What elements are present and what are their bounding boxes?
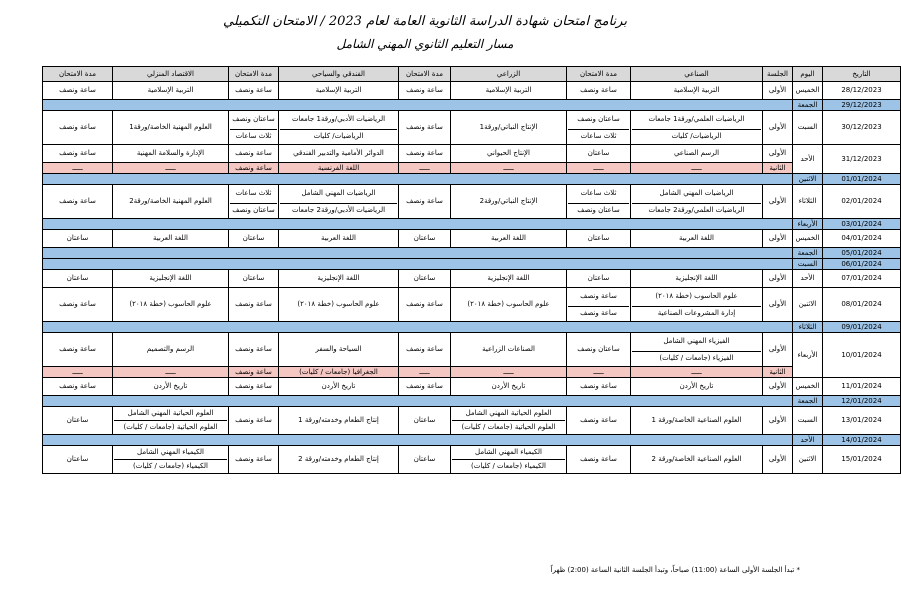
holiday-cell (43, 219, 793, 230)
exam-cell: ساعتان (43, 446, 113, 474)
column-header: الاقتصاد المنزلي (113, 67, 229, 82)
exam-cell: ساعتان (567, 145, 631, 163)
cell-line: العلوم الحياتية المهني الشامل (127, 409, 214, 417)
exam-cell: ساعة ونصف (399, 185, 451, 219)
date-cell: 10/01/2024 (823, 333, 901, 378)
column-header: التاريخ (823, 67, 901, 82)
exam-cell: اللغة الإنجليزية (113, 270, 229, 288)
holiday-cell (43, 174, 793, 185)
day-cell: الاثنين (793, 174, 823, 185)
table-row (43, 259, 901, 270)
cell-line: الكيمياء المهني الشامل (137, 448, 204, 456)
exam-cell: اللغة الفرنسية (279, 163, 399, 174)
exam-cell: علوم الحاسوب (خطة ٢٠١٨) (279, 288, 399, 322)
day-cell: الجمعة (793, 100, 823, 111)
session-cell: الأولى (763, 270, 793, 288)
cell-line: ثلاث ساعات (580, 188, 617, 197)
day-cell: السبت (793, 259, 823, 270)
exam-cell: ساعة ونصف (399, 333, 451, 367)
day-cell: الخميس (793, 230, 823, 248)
cell-line: الرياضيات/ كليات (632, 129, 761, 143)
exam-cell: ساعة ونصف (229, 407, 279, 435)
exam-cell: ساعة ونصف (43, 185, 113, 219)
exam-cell (567, 288, 631, 322)
exam-cell: ساعة ونصف (229, 367, 279, 378)
exam-cell: ساعتان (43, 230, 113, 248)
cell-line: العلوم الحياتية (جامعات / كليات) (452, 420, 565, 434)
exam-cell (113, 446, 229, 474)
exam-cell: ساعة ونصف (399, 288, 451, 322)
exam-cell: ساعة ونصف (229, 145, 279, 163)
exam-cell: ـــــ (631, 367, 763, 378)
day-cell: الخميس (793, 82, 823, 100)
holiday-cell (43, 248, 793, 259)
cell-line: الرياضيات/ كليات (280, 129, 397, 143)
table-row (43, 82, 901, 100)
exam-cell (631, 185, 763, 219)
exam-cell: العلوم الصناعية الخاصة/ورقة 1 (631, 407, 763, 435)
exam-cell: تاريخ الأردن (279, 378, 399, 396)
cell-line: الكيمياء المهني الشامل (475, 448, 542, 456)
date-cell: 07/01/2024 (823, 270, 901, 288)
day-cell: الخميس (793, 378, 823, 396)
exam-cell: ساعتان (399, 446, 451, 474)
exam-cell (631, 288, 763, 322)
cell-line: الرياضيات العلمي/ورقة2 جامعات (632, 203, 761, 217)
exam-cell: ـــــ (113, 367, 229, 378)
exam-cell: التربية الإسلامية (113, 82, 229, 100)
exam-cell: الإدارة والسلامة المهنية (113, 145, 229, 163)
table-row (43, 407, 901, 435)
session-cell: الأولى (763, 145, 793, 163)
exam-cell: العلوم المهنية الخاصة/ورقة1 (113, 111, 229, 145)
table-row (43, 174, 901, 185)
date-cell: 06/01/2024 (823, 259, 901, 270)
table-header-row (43, 67, 901, 82)
exam-cell: العلوم الصناعية الخاصة/ورقة 2 (631, 446, 763, 474)
exam-title: برنامج امتحان شهادة الدراسة الثانوية العامة لعام 2023 / الامتحان التكميلي (223, 14, 627, 29)
exam-cell: الجغرافيا (جامعات / كليات) (279, 367, 399, 378)
holiday-cell (43, 259, 793, 270)
session-cell: الأولى (763, 185, 793, 219)
cell-line: الرياضيات الأدبي/ورقة2 جامعات (280, 203, 397, 217)
day-cell: الجمعة (793, 396, 823, 407)
exam-cell: ساعة ونصف (43, 333, 113, 367)
exam-cell: ـــــ (567, 163, 631, 174)
table-row (43, 248, 901, 259)
table-row (43, 367, 901, 378)
holiday-cell (43, 100, 793, 111)
day-cell: الثلاثاء (793, 185, 823, 219)
cell-line: ساعتان ونصف (568, 203, 629, 217)
table-row (43, 145, 901, 163)
exam-cell: ساعتان (399, 407, 451, 435)
cell-line: الفيزياء المهني الشامل (663, 336, 730, 345)
exam-cell: ـــــ (451, 367, 567, 378)
session-cell: الأولى (763, 333, 793, 367)
day-cell: السبت (793, 407, 823, 435)
exam-cell: اللغة الإنجليزية (451, 270, 567, 288)
exam-cell: ساعتان ونصف (567, 333, 631, 367)
exam-cell (229, 111, 279, 145)
exam-cell: الدوائر الأمامية والتدبير الفندقي (279, 145, 399, 163)
exam-cell: ـــــ (567, 367, 631, 378)
table-row (43, 230, 901, 248)
exam-cell: اللغة العربية (279, 230, 399, 248)
table-row (43, 435, 901, 446)
exam-cell: اللغة العربية (451, 230, 567, 248)
exam-cell: ساعة ونصف (399, 145, 451, 163)
cell-line: الكيمياء (جامعات / كليات) (452, 459, 565, 473)
exam-cell (567, 185, 631, 219)
exam-cell: ساعتان (229, 230, 279, 248)
day-cell: الأحد (793, 145, 823, 174)
date-cell: 14/01/2024 (823, 435, 901, 446)
session-cell: الأولى (763, 82, 793, 100)
exam-cell: الإنتاج الحيواني (451, 145, 567, 163)
session-cell: الأولى (763, 446, 793, 474)
date-cell: 04/01/2024 (823, 230, 901, 248)
exam-cell (631, 333, 763, 367)
table-row (43, 322, 901, 333)
exam-cell: التربية الإسلامية (451, 82, 567, 100)
exam-cell (451, 407, 567, 435)
exam-cell: ـــــ (451, 163, 567, 174)
cell-line: العلوم الحياتية المهني الشامل (465, 409, 552, 417)
exam-cell: ساعة ونصف (399, 82, 451, 100)
exam-cell: الإنتاج النباتي/ورقة2 (451, 185, 567, 219)
exam-cell: ساعة ونصف (399, 378, 451, 396)
cell-line: علوم الحاسوب (خطة ٢٠١٨) (655, 291, 738, 300)
column-header: مدة الامتحان (43, 67, 113, 82)
exam-cell (113, 407, 229, 435)
exam-cell: ساعة ونصف (43, 82, 113, 100)
date-cell: 12/01/2024 (823, 396, 901, 407)
exam-cell: الرسم الصناعي (631, 145, 763, 163)
exam-cell: ساعة ونصف (43, 111, 113, 145)
day-cell: الأحد (793, 435, 823, 446)
date-cell: 08/01/2024 (823, 288, 901, 322)
day-cell: الاثنين (793, 288, 823, 322)
session-cell: الأولى (763, 407, 793, 435)
exam-cell: العلوم المهنية الخاصة/ورقة2 (113, 185, 229, 219)
exam-cell: ساعتان (399, 270, 451, 288)
cell-line: الرياضيات الأدبي/ورقة1 جامعات (291, 114, 386, 123)
exam-cell: اللغة العربية (631, 230, 763, 248)
exam-cell (279, 111, 399, 145)
exam-cell: علوم الحاسوب (خطة ٢٠١٨) (451, 288, 567, 322)
exam-cell: الإنتاج النباتي/ورقة1 (451, 111, 567, 145)
exam-cell: السياحة والسفر (279, 333, 399, 367)
session-cell: الأولى (763, 111, 793, 145)
exam-cell: ـــــ (43, 163, 113, 174)
table-row (43, 100, 901, 111)
day-cell: الاثنين (793, 446, 823, 474)
exam-cell: التربية الإسلامية (631, 82, 763, 100)
column-header: اليوم (793, 67, 823, 82)
cell-line: إدارة المشروعات الصناعية (632, 306, 761, 320)
exam-cell: ساعة ونصف (229, 163, 279, 174)
column-header: مدة الامتحان (229, 67, 279, 82)
cell-line: ثلاث ساعات (235, 188, 272, 197)
track-subtitle: مسار التعليم الثانوي المهني الشامل (336, 37, 514, 51)
holiday-cell (43, 435, 793, 446)
cell-line: الفيزياء (جامعات / كليات) (632, 351, 761, 365)
exam-cell: ساعة ونصف (567, 446, 631, 474)
table-row (43, 185, 901, 219)
exam-cell: ساعتان (567, 230, 631, 248)
table-row (43, 396, 901, 407)
column-header: مدة الامتحان (399, 67, 451, 82)
table-row (43, 446, 901, 474)
session-cell: الأولى (763, 230, 793, 248)
exam-cell: اللغة الإنجليزية (279, 270, 399, 288)
exam-cell (451, 446, 567, 474)
date-cell: 13/01/2024 (823, 407, 901, 435)
column-header: مدة الامتحان (567, 67, 631, 82)
day-cell: الثلاثاء (793, 322, 823, 333)
cell-line: الرياضيات المهني الشامل (659, 188, 734, 197)
exam-cell: ساعة ونصف (43, 145, 113, 163)
cell-line: العلوم الحياتية (جامعات / كليات) (114, 420, 227, 434)
exam-cell: تاريخ الأردن (631, 378, 763, 396)
cell-line: ساعتان ونصف (577, 114, 620, 123)
exam-cell: ساعة ونصف (399, 111, 451, 145)
exam-cell: ساعة ونصف (229, 446, 279, 474)
exam-cell: ساعتان (399, 230, 451, 248)
date-cell: 11/01/2024 (823, 378, 901, 396)
date-cell: 09/01/2024 (823, 322, 901, 333)
exam-cell: ساعتان (567, 270, 631, 288)
date-cell: 01/01/2024 (823, 174, 901, 185)
column-header: الجلسة (763, 67, 793, 82)
cell-line: الرياضيات المهني الشامل (301, 188, 376, 197)
exam-cell: ساعة ونصف (567, 378, 631, 396)
exam-cell: ساعتان (43, 270, 113, 288)
cell-line: ثلاث ساعات (230, 129, 277, 143)
cell-line: ساعتان ونصف (230, 203, 277, 217)
column-header: الزراعي (451, 67, 567, 82)
exam-cell: ساعتان (229, 270, 279, 288)
exam-cell: علوم الحاسوب (خطة ٢٠١٨) (113, 288, 229, 322)
exam-cell: إنتاج الطعام وخدمته/ورقة 1 (279, 407, 399, 435)
day-cell: الجمعة (793, 248, 823, 259)
exam-cell: ـــــ (631, 163, 763, 174)
exam-cell: ساعة ونصف (229, 82, 279, 100)
exam-cell: ساعة ونصف (229, 378, 279, 396)
cell-line: الكيمياء (جامعات / كليات) (114, 459, 227, 473)
date-cell: 02/01/2024 (823, 185, 901, 219)
session-cell: الثانية (763, 367, 793, 378)
exam-cell: ساعتان (43, 407, 113, 435)
session-cell: الأولى (763, 288, 793, 322)
exam-cell: إنتاج الطعام وخدمته/ورقة 2 (279, 446, 399, 474)
exam-cell: ساعة ونصف (567, 407, 631, 435)
date-cell: 31/12/2023 (823, 145, 901, 174)
cell-line: الرياضيات العلمي/ورقة1 جامعات (648, 114, 745, 123)
exam-schedule-table (42, 66, 901, 474)
exam-cell (567, 111, 631, 145)
cell-line: ثلاث ساعات (568, 129, 629, 143)
cell-line: ساعتان ونصف (232, 114, 275, 123)
exam-cell: تاريخ الأردن (113, 378, 229, 396)
date-cell: 28/12/2023 (823, 82, 901, 100)
column-header: الفندقي والسياحي (279, 67, 399, 82)
date-cell: 05/01/2024 (823, 248, 901, 259)
day-cell: الأربعاء (793, 333, 823, 378)
exam-cell: ـــــ (399, 163, 451, 174)
date-cell: 03/01/2024 (823, 219, 901, 230)
cell-line: ساعة ونصف (580, 291, 617, 300)
holiday-cell (43, 322, 793, 333)
date-cell: 29/12/2023 (823, 100, 901, 111)
date-cell: 30/12/2023 (823, 111, 901, 145)
column-header: الصناعي (631, 67, 763, 82)
exam-cell: اللغة العربية (113, 230, 229, 248)
exam-cell: ـــــ (43, 367, 113, 378)
exam-cell: ساعة ونصف (43, 378, 113, 396)
cell-line: ساعة ونصف (568, 306, 629, 320)
exam-cell: ساعة ونصف (43, 288, 113, 322)
table-row (43, 219, 901, 230)
table-row (43, 378, 901, 396)
table-row (43, 111, 901, 145)
table-row (43, 163, 901, 174)
exam-cell (279, 185, 399, 219)
session-time-note: * تبدأ الجلسة الأولى الساعة (11:00) صباحاً، وتبدأ الجلسة الثانية الساعة (2:00) ظهراً (550, 566, 800, 574)
day-cell: السبت (793, 111, 823, 145)
exam-cell: الصناعات الزراعية (451, 333, 567, 367)
day-cell: الأربعاء (793, 219, 823, 230)
exam-cell (631, 111, 763, 145)
exam-cell: ساعة ونصف (229, 333, 279, 367)
table-row (43, 333, 901, 367)
session-cell: الأولى (763, 378, 793, 396)
exam-cell: ـــــ (113, 163, 229, 174)
exam-cell (229, 185, 279, 219)
exam-cell: الرسم والتصميم (113, 333, 229, 367)
day-cell: الأحد (793, 270, 823, 288)
session-cell: الثانية (763, 163, 793, 174)
date-cell: 15/01/2024 (823, 446, 901, 474)
exam-cell: ساعة ونصف (229, 288, 279, 322)
exam-cell: تاريخ الأردن (451, 378, 567, 396)
table-row (43, 270, 901, 288)
exam-cell: التربية الإسلامية (279, 82, 399, 100)
exam-cell: اللغة الإنجليزية (631, 270, 763, 288)
exam-cell: ساعة ونصف (567, 82, 631, 100)
holiday-cell (43, 396, 793, 407)
table-row (43, 288, 901, 322)
exam-cell: ـــــ (399, 367, 451, 378)
